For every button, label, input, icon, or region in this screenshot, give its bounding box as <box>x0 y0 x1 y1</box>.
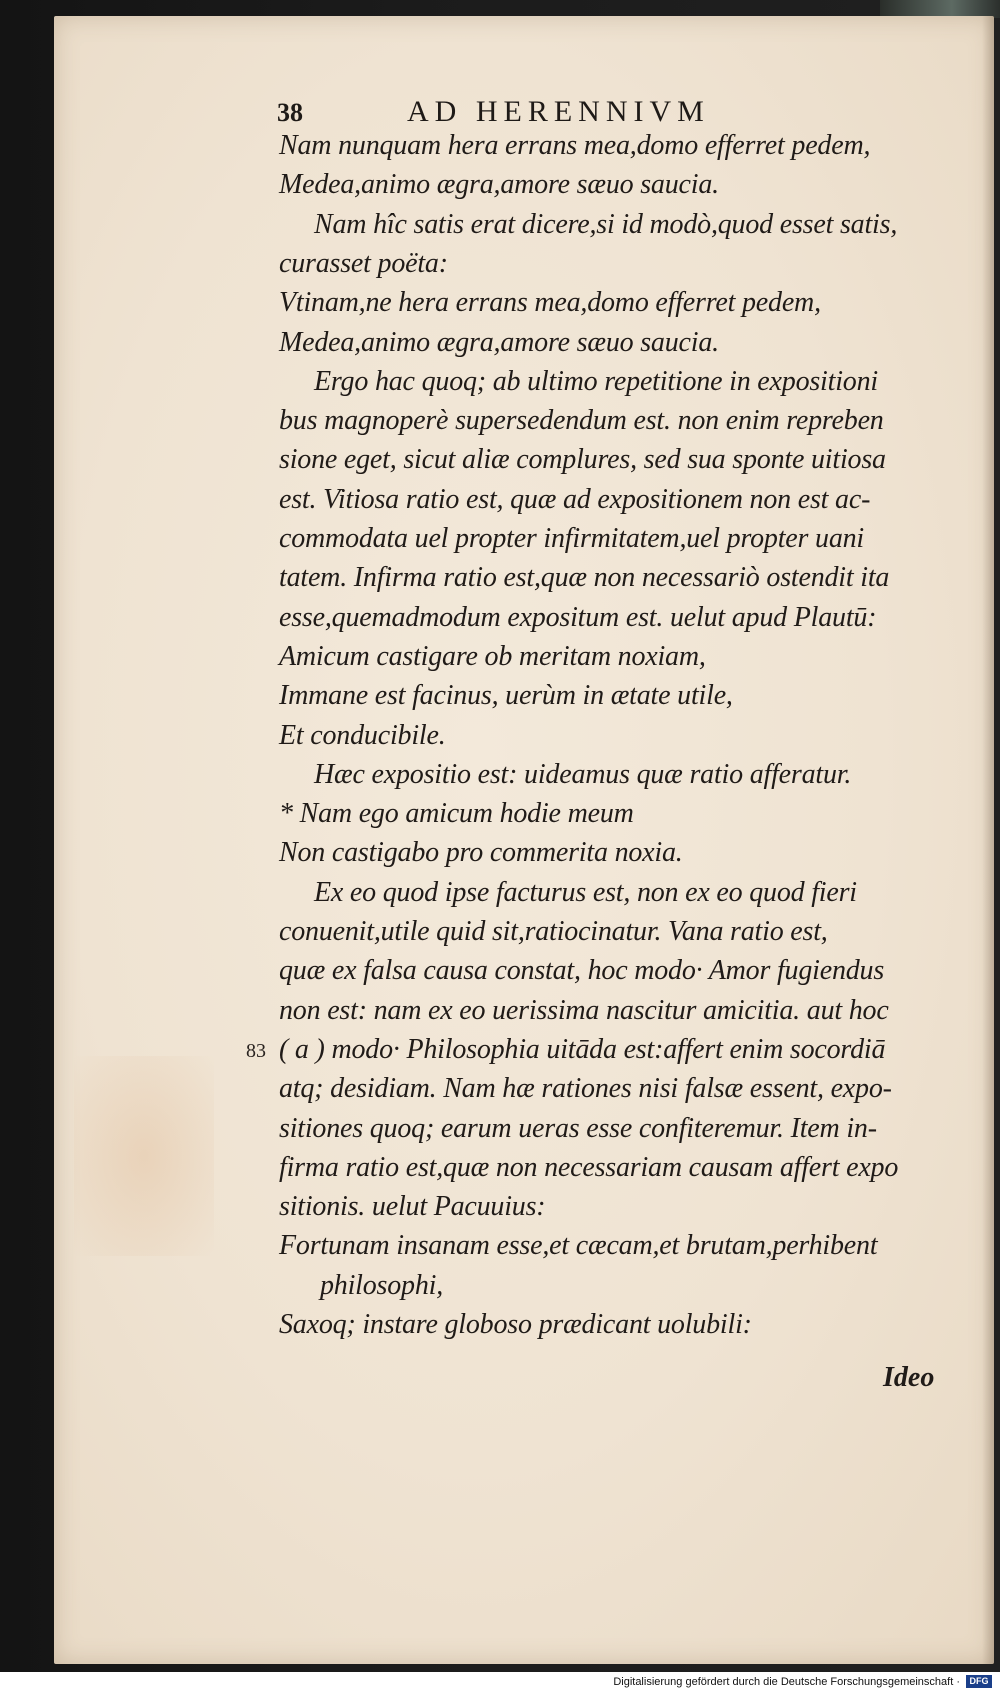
page-number: 38 <box>277 98 303 127</box>
text-line: atq; desidiam. Nam hæ rationes nisi falsæ essent, expo- <box>279 1073 892 1105</box>
text-line: sitiones quoq; earum ueras esse confiteremur. Item in- <box>279 1112 877 1144</box>
text-line: Ergo hac quoq; ab ultimo repetitione in expositioni <box>314 365 878 397</box>
text-line: commodata uel propter infirmitatem,uel propter uani <box>279 523 865 554</box>
text-line: * Nam ego amicum hodie meum <box>279 798 634 830</box>
text-line: est. Vitiosa ratio est, quæ ad expositionem non est ac- <box>279 483 871 515</box>
text-line: Medea,animo ægra,amore sæuo saucia. <box>279 326 719 358</box>
text-line: ( a ) modo· Philosophia uitāda est:affert enim socordiā <box>279 1033 886 1065</box>
digitization-credit: Digitalisierung gefördert durch die Deutsche Forschungsgemeinschaft · <box>613 1676 960 1688</box>
text-line: Et conducibile. <box>279 719 446 751</box>
text-line: Non castigabo pro commerita noxia. <box>279 837 683 869</box>
text-line: philosophi, <box>320 1269 444 1301</box>
text-line: Amicum castigare ob meritam noxiam, <box>279 640 706 672</box>
text-line: sione eget, sicut aliæ complures, sed sua sponte uitiosa <box>279 444 886 476</box>
dfg-logo: DFG <box>966 1675 992 1688</box>
page-stain <box>74 1056 214 1256</box>
text-line: sitionis. uelut Pacuuius: <box>279 1191 546 1223</box>
page-edge-shadow <box>982 16 994 1664</box>
text-line: bus magnoperè supersedendum est. non enim repreben <box>279 405 884 437</box>
text-line: Immane est facinus, uerùm in ætate utile, <box>279 680 733 712</box>
text-line: Fortunam insanam esse,et cæcam,et brutam,perhibent <box>279 1230 878 1262</box>
text-line: Nam nunquam hera errans mea,domo efferret pedem, <box>279 130 871 161</box>
text-line: quæ ex falsa causa constat, hoc modo· Amor fugiendus <box>279 955 885 987</box>
text-line: Hæc expositio est: uideamus quæ ratio afferatur. <box>314 758 852 790</box>
text-line: tatem. Infirma ratio est,quæ non necessariò ostendit ita <box>279 562 890 594</box>
text-line: conuenit,utile quid sit,ratiocinatur. Vana ratio est, <box>279 916 828 947</box>
text-line: Ex eo quod ipse facturus est, non ex eo quod fieri <box>314 876 857 908</box>
text-line: firma ratio est,quæ non necessariam causam affert expo <box>279 1151 899 1183</box>
text-line: Nam hîc satis erat dicere,si id modò,quod esset satis, <box>314 208 898 240</box>
text-line: non est: nam ex eo uerissima nascitur amicitia. aut hoc <box>279 994 889 1026</box>
catchword: Ideo <box>883 1362 935 1393</box>
margin-note: 83 <box>246 1039 266 1062</box>
text-line: esse,quemadmodum expositum est. uelut apud Plautū: <box>279 601 877 633</box>
text-line: Medea,animo ægra,amore sæuo saucia. <box>279 169 719 201</box>
text-line: Saxoq; instare globoso prædicant uolubili: <box>279 1309 752 1340</box>
text-line: Vtinam,ne hera errans mea,domo efferret pedem, <box>279 287 821 319</box>
text-line: curasset poëta: <box>279 247 448 279</box>
running-head: AD HERENNIVM <box>407 95 710 128</box>
